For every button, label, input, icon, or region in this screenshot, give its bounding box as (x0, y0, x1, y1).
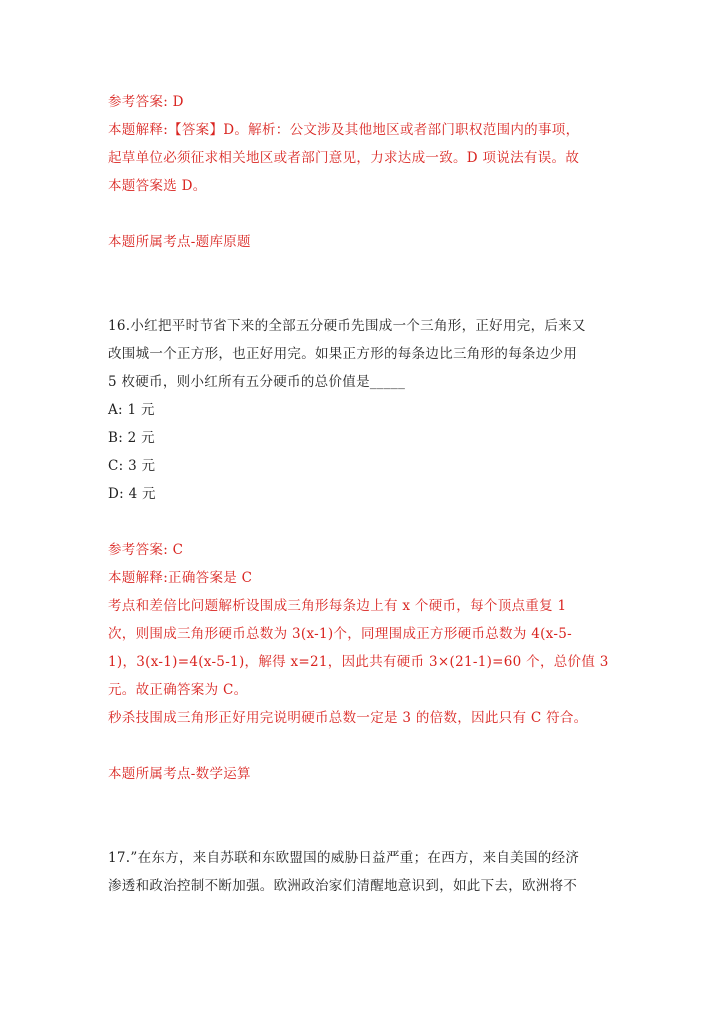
q15-explanation-line-1: 本题解释:【答案】D。解析：公文涉及其他地区或者部门职权范围内的事项， (108, 122, 580, 138)
q16-explanation-line-6: 秒杀技围成三角形正好用完说明硬币总数一定是 3 的倍数，因此只有 C 符合。 (108, 710, 588, 726)
q16-option-a: A: 1 元 (108, 402, 155, 418)
q16-option-c: C: 3 元 (108, 458, 156, 474)
q17-stem-line-1: 17.”在东方，来自苏联和东欧盟国的威胁日益严重；在西方，来自美国的经济 (108, 850, 580, 866)
q16-answer: 参考答案: C (108, 542, 184, 558)
q17-stem-line-2: 渗透和政治控制不断加强。欧洲政治家们清醒地意识到，如此下去，欧洲将不 (108, 878, 578, 894)
q15-topic: 本题所属考点-题库原题 (108, 234, 251, 250)
q16-explanation-line-1: 本题解释:正确答案是 C (108, 570, 253, 586)
q16-stem-line-3: 5 枚硬币，则小红所有五分硬币的总价值是_____ (108, 374, 406, 390)
q15-answer: 参考答案: D (108, 94, 184, 110)
q16-topic: 本题所属考点-数学运算 (108, 766, 251, 782)
q16-stem-line-2: 改围城一个正方形，也正好用完。如果正方形的每条边比三角形的每条边少用 (108, 346, 578, 362)
q15-explanation-line-3: 本题答案选 D。 (108, 178, 207, 194)
q16-stem-line-1: 16.小红把平时节省下来的全部五分硬币先围成一个三角形，正好用完，后来又 (108, 318, 586, 334)
q16-explanation-line-4: 1)，3(x-1)=4(x-5-1)，解得 x=21，因此共有硬币 3×(21-1)=60 个，总价值 3 (108, 654, 609, 670)
q16-explanation-line-3: 次，则围成三角形硬币总数为 3(x-1)个，同理围成正方形硬币总数为 4(x-5- (108, 626, 572, 642)
q16-option-b: B: 2 元 (108, 430, 155, 446)
q16-option-d: D: 4 元 (108, 486, 156, 502)
q16-explanation-line-2: 考点和差倍比问题解析设围成三角形每条边上有 x 个硬币，每个顶点重复 1 (108, 598, 567, 614)
q15-explanation-line-2: 起草单位必须征求相关地区或者部门意见，力求达成一致。D 项说法有误。故 (108, 150, 580, 166)
q16-explanation-line-5: 元。故正确答案为 C。 (108, 682, 248, 698)
